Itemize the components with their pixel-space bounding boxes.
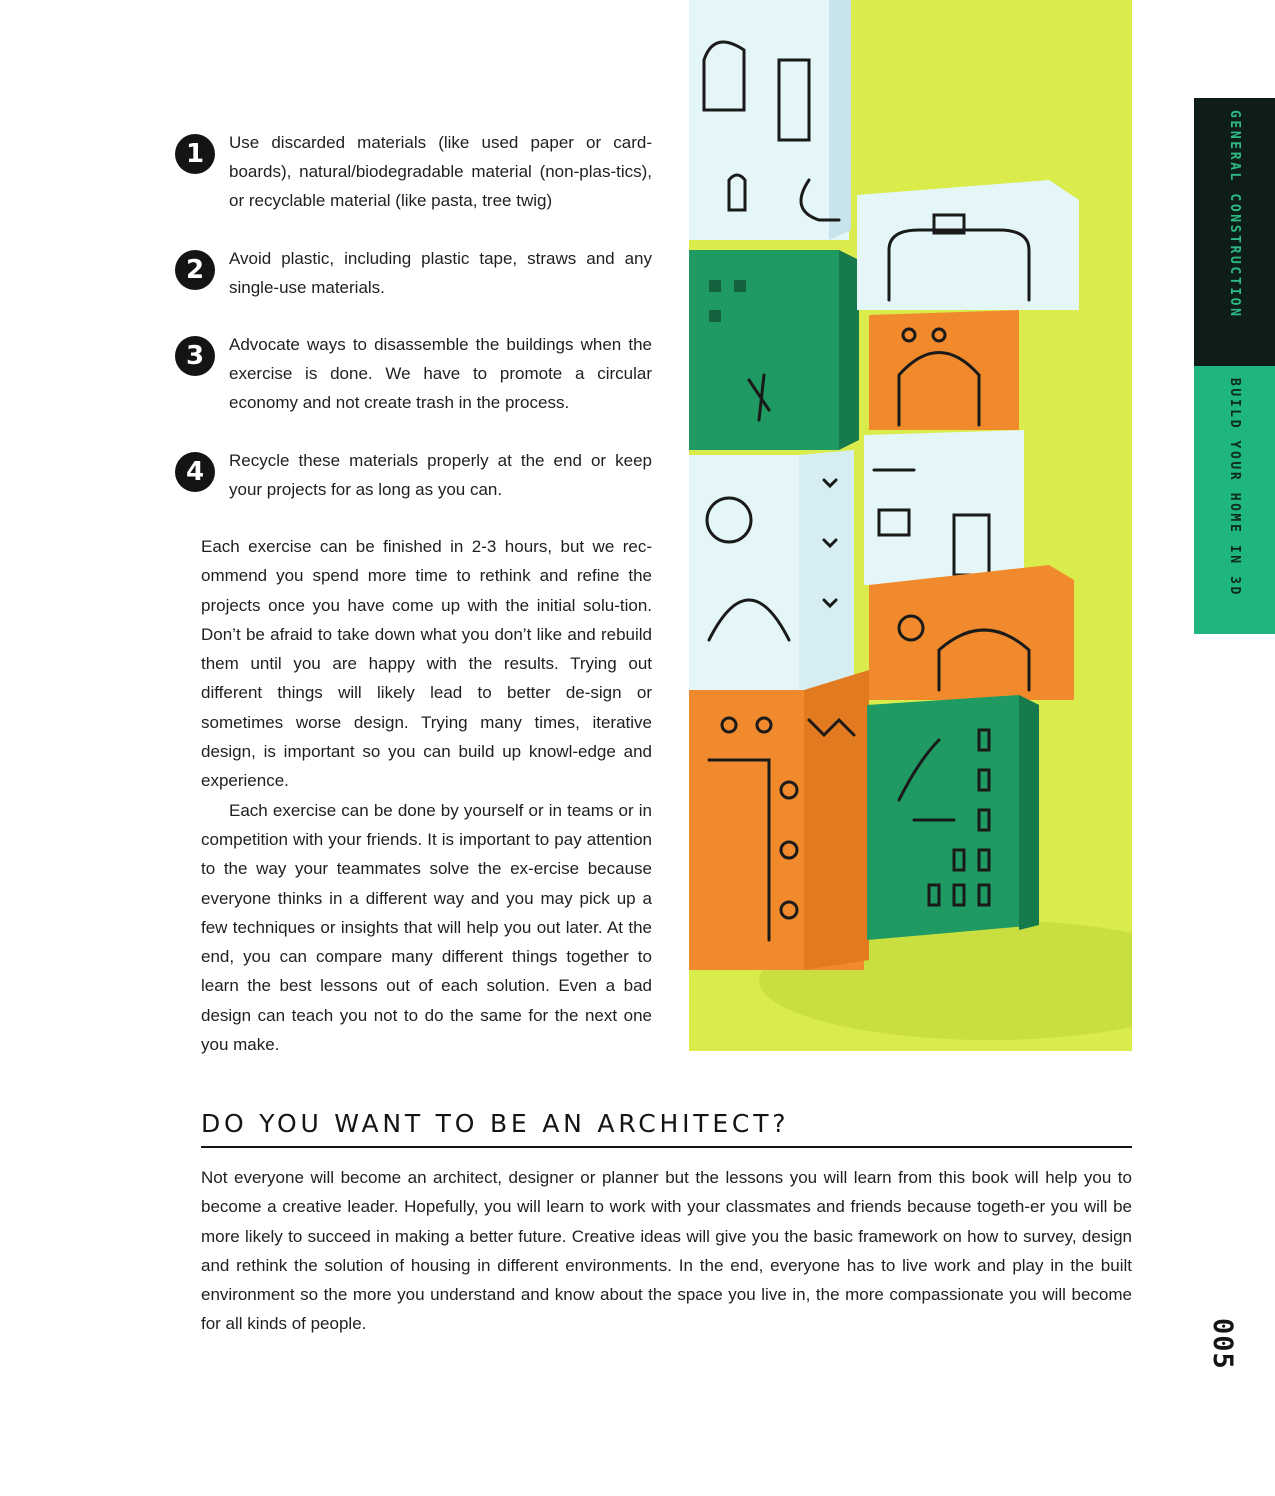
- list-item: [175, 128, 652, 216]
- section-paragraph: Not everyone will become an architect, designer or planner but the lessons you will learn from this book will help you to become a creative leader. Hopefully, you will learn to work with your classmates and friends because togeth-er you will be more likely to succeed in making a better future. Creative ideas will give you the basic framework on how to survey, design and rethink the solution of housing in different environments. In the end, everyone has to live work and play in the built environment so the more you understand and know about the space you live in, the more compassionate you will become for all kinds of people.: [201, 1168, 1132, 1334]
- number-badge: 3: [175, 336, 215, 376]
- number-badge: 1: [175, 134, 215, 174]
- number-badge: 2: [175, 250, 215, 290]
- page-number: 005: [1207, 1318, 1238, 1370]
- list-item-text: Advocate ways to disassemble the buildings when the exercise is done. We have to promote a circular economy and not create trash in the process.: [229, 335, 652, 413]
- numbered-list: [175, 128, 652, 532]
- side-tab-label: BUILD YOUR HOME IN 3D: [1227, 378, 1242, 597]
- side-tab-build-your-home: [1194, 366, 1275, 634]
- side-tab-general-construction: [1194, 98, 1275, 366]
- paragraph: Each exercise can be finished in 2-3 hours, but we rec-ommend you spend more time to rethink and refine the projects once you have come up with the initial solu-tion. Don’t be afraid to take down what you don’t like and rebuild them until you are happy with the results. Trying out different things will likely lead to better de-sign or sometimes worse design. Trying many times, iterative design, is important so you can build up knowl-edge and experience.: [201, 537, 652, 791]
- body-text: [201, 532, 652, 1059]
- list-item: [175, 330, 652, 418]
- list-item: [175, 446, 652, 504]
- side-tab-label: GENERAL CONSTRUCTION: [1227, 110, 1242, 319]
- list-item-text: Avoid plastic, including plastic tape, straws and any single-use materials.: [229, 248, 652, 297]
- list-item-text: Recycle these materials properly at the end or keep your projects for as long as you can.: [229, 450, 652, 499]
- photo-paper-block-tower: [689, 0, 1132, 1051]
- section-heading: DO YOU WANT TO BE AN ARCHITECT?: [201, 1108, 1132, 1148]
- number-badge: 4: [175, 452, 215, 492]
- list-item: [175, 244, 652, 302]
- paragraph: Each exercise can be done by yourself or in teams or in competition with your friends. It is important to pay attention to the way your teammates solve the ex-ercise because everyone thinks in a different way and you may pick up a few techniques or insights that will help you out later. At the end, you can compare many different things together to learn the best lessons out of each solution. Even a bad design can teach you not to do the same for the next one you make.: [201, 800, 652, 1055]
- list-item-text: Use discarded materials (like used paper or card-boards), natural/biodegradable material (non-plas-tics), or recyclable material (like pasta, tree twig): [229, 133, 652, 211]
